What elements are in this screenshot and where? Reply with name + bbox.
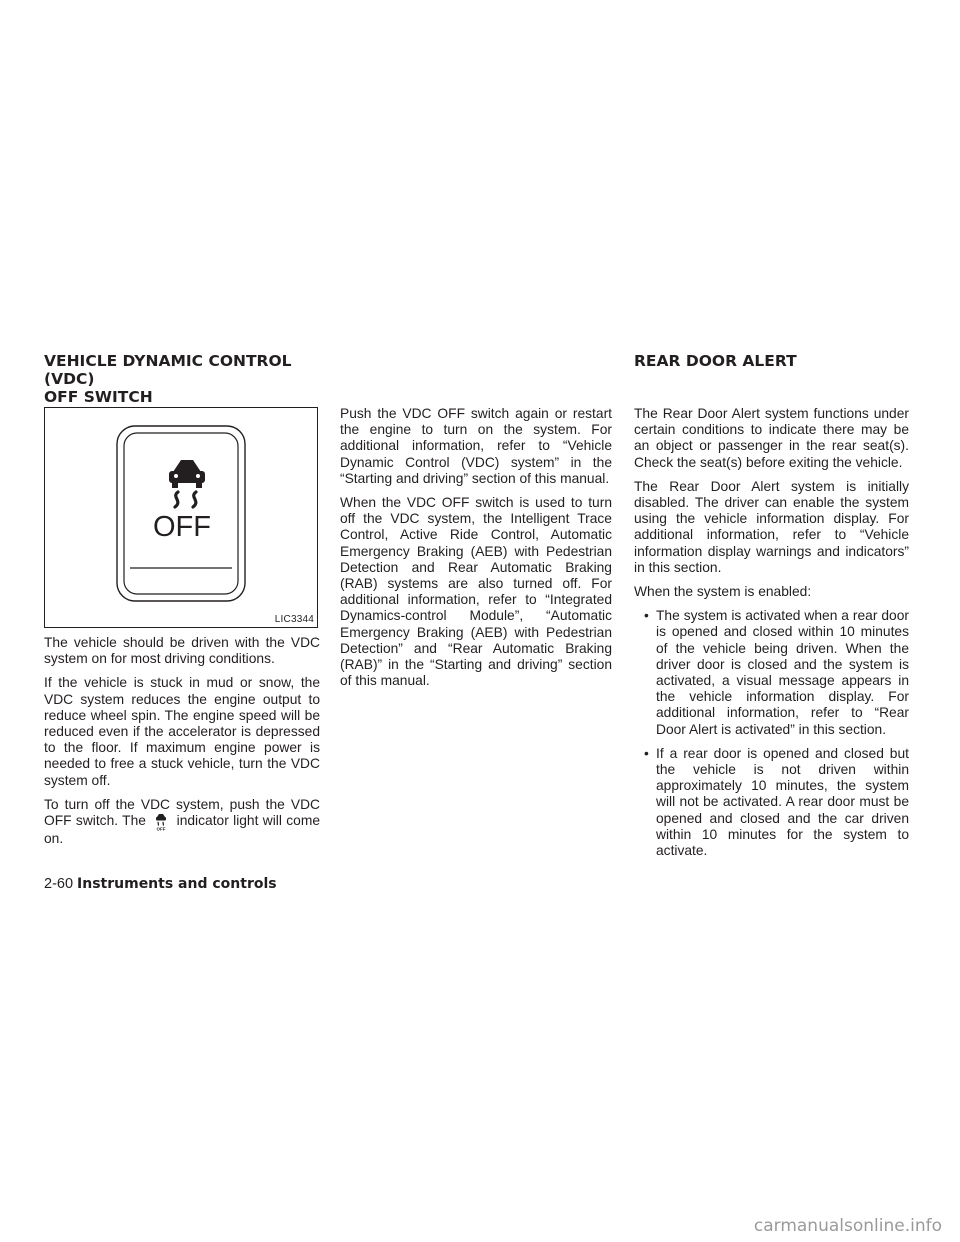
paragraph: When the system is enabled: xyxy=(634,584,812,600)
heading-line-1: VEHICLE DYNAMIC CONTROL (VDC) xyxy=(44,352,292,388)
vdc-off-indicator-icon xyxy=(150,813,172,831)
paragraph-text: To turn off the VDC system, push the VDC OFF switch. The xyxy=(44,796,320,829)
paragraph: The vehicle should be driven with the VDC system on for most driving conditions. xyxy=(44,635,320,667)
list-item xyxy=(634,608,909,738)
list-item xyxy=(634,746,909,859)
paragraph: If the vehicle is stuck in mud or snow, the VDC system reduces the engine output to reduce wheel spin. The engine speed will be reduced even if the accelerator is depressed to the floor. If maximum engine power is needed to free a stuck vehicle, turn the VDC system off. xyxy=(44,675,320,788)
left-column xyxy=(44,635,320,855)
page-footer xyxy=(44,876,277,892)
bullet-marker: • xyxy=(644,745,649,761)
watermark: carmanualsonline.info xyxy=(753,1216,942,1236)
section-heading-rear-door-alert: REAR DOOR ALERT xyxy=(634,352,797,370)
list-item-text: If a rear door is opened and closed but the vehicle is not driven within approximately 10 minutes, the system will not be activated. A rear door must be opened and closed and the car driven within 10 minutes for the system to activate. xyxy=(656,745,909,859)
footer-section-title: Instruments and controls xyxy=(77,876,277,892)
paragraph: The Rear Door Alert system is initially disabled. The driver can enable the system using the vehicle information display. For additional information, refer to “Vehicle information display warnings and indicators” in this section. xyxy=(634,478,909,575)
vdc-off-icon xyxy=(169,460,205,507)
indicator-icon-label: OFF xyxy=(156,826,166,832)
bullet-list xyxy=(634,608,909,859)
paragraph-text: indicator light will come on. xyxy=(44,813,320,847)
bullet-marker: • xyxy=(644,608,649,624)
figure-code: LIC3344 xyxy=(274,614,314,625)
list-item-text: The system is activated when a rear door is opened and closed within 10 minutes of the vehicle being driven. When the driver door is closed and the system is activated, a visual message appears in the vehicle information display. For additional information, refer to “Rear Door Alert is activated” in this section. xyxy=(656,608,909,737)
section-heading-vdc-off-switch xyxy=(44,352,334,406)
switch-label: OFF xyxy=(153,511,211,543)
vdc-off-switch-illustration xyxy=(45,408,319,629)
heading-line-2: OFF SWITCH xyxy=(44,388,153,406)
right-column xyxy=(634,406,909,867)
paragraph xyxy=(44,797,320,847)
vdc-off-switch-figure xyxy=(44,407,318,628)
page-number: 2-60 xyxy=(44,876,74,892)
paragraph: When the VDC OFF switch is used to turn off the VDC system, the Intelligent Trace Control, Active Ride Control, Automatic Emergency Braking (AEB) with Pedestrian Detection and Rear Automatic Braking (RAB) systems are also turned off. For additional information, refer to “Integrated Dynamics-control Module”, “Automatic Emergency Braking (AEB) with Pedestrian Detection” and “Rear Automatic Braking (RAB)” in the “Starting and driving” section of this manual. xyxy=(340,495,612,689)
middle-column xyxy=(340,406,612,697)
paragraph: Push the VDC OFF switch again or restart the engine to turn on the system. For additional information, refer to “Vehicle Dynamic Control (VDC) system” in the “Starting and driving” section of this manual. xyxy=(340,406,612,486)
paragraph: The Rear Door Alert system functions under certain conditions to indicate there may be an object or passenger in the rear seat(s). Check the seat(s) before exiting the vehicle. xyxy=(634,406,909,470)
